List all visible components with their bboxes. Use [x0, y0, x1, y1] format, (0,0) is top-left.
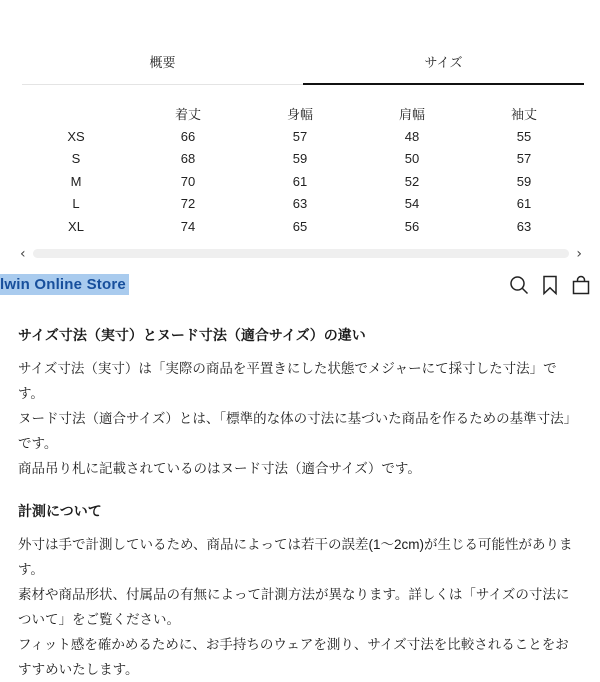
cell-value: 55 [516, 128, 532, 144]
table-row [20, 170, 580, 193]
size-label: S [71, 151, 81, 167]
column-header-shoulder-width: 肩幅 [398, 107, 425, 123]
header-icons [508, 274, 592, 296]
cell-value: 59 [292, 151, 308, 167]
section-heading-size-difference: サイズ寸法（実寸）とヌード寸法（適合サイズ）の違い [18, 326, 366, 343]
table-row [20, 193, 580, 216]
cell-value: 61 [292, 173, 308, 189]
size-table-header-row [20, 103, 580, 126]
chevron-left-icon[interactable]: ‹ [20, 245, 26, 262]
tab-size[interactable]: サイズ [303, 52, 584, 85]
column-header-length: 着丈 [174, 107, 201, 123]
paragraph: フィット感を確かめるために、お手持ちのウェアを測り、サイズ寸法を比較されることをおすすめいたします。 [18, 636, 569, 677]
cell-value: 65 [292, 218, 308, 234]
cell-value: 70 [180, 173, 196, 189]
chevron-right-icon[interactable]: › [576, 245, 582, 262]
cell-value: 59 [516, 173, 532, 189]
cell-value: 48 [404, 128, 420, 144]
paragraph: 外寸は手で計測しているため、商品によっては若干の誤差(1～2cm)が生じる可能性があります。 [18, 536, 573, 577]
table-row [20, 148, 580, 171]
bag-icon[interactable] [570, 274, 592, 296]
tab-bar [22, 52, 584, 85]
paragraph: サイズ寸法（実寸）は「実際の商品を平置きにした状態でメジャーにて採寸した寸法」です。 [18, 360, 557, 401]
column-header-sleeve-length: 袖丈 [510, 107, 537, 123]
bookmark-icon[interactable] [539, 274, 561, 296]
size-label: M [70, 173, 82, 189]
cell-value: 63 [292, 196, 308, 212]
cell-value: 56 [404, 218, 420, 234]
size-label: XS [67, 128, 85, 144]
cell-value: 63 [516, 218, 532, 234]
cell-value: 54 [404, 196, 420, 212]
product-size-page [0, 52, 600, 677]
column-header-body-width: 身幅 [286, 107, 313, 123]
cell-value: 52 [404, 173, 420, 189]
store-name-link[interactable]: lwin Online Store [0, 274, 129, 295]
cell-value: 50 [404, 151, 420, 167]
paragraph: 素材や商品形状、付属品の有無によって計測方法が異なります。詳しくは「サイズの寸法について」をご覧ください。 [18, 586, 570, 627]
cell-value: 74 [180, 218, 196, 234]
paragraph: 商品吊り札に記載されているのはヌード寸法（適合サイズ）です。 [18, 460, 421, 476]
size-label: L [72, 196, 80, 212]
search-icon[interactable] [508, 274, 530, 296]
size-info-content [0, 300, 600, 682]
size-label: XL [68, 218, 84, 234]
cell-value: 57 [292, 128, 308, 144]
cell-value: 66 [180, 128, 196, 144]
paragraph: ヌード寸法（適合サイズ）とは、「標準的な体の寸法に基づいた商品を作るための基準寸法」です。 [18, 410, 578, 451]
cell-value: 57 [516, 151, 532, 167]
table-row [20, 125, 580, 148]
table-scrollbar [20, 247, 582, 261]
table-row [20, 215, 580, 238]
tab-overview[interactable]: 概要 [22, 52, 303, 85]
cell-value: 68 [180, 151, 196, 167]
store-header [0, 270, 600, 300]
scrollbar-track[interactable] [33, 249, 570, 258]
cell-value: 61 [516, 196, 532, 212]
cell-value: 72 [180, 196, 196, 212]
size-table [20, 103, 580, 238]
section-heading-measurement: 計測について [18, 502, 102, 519]
